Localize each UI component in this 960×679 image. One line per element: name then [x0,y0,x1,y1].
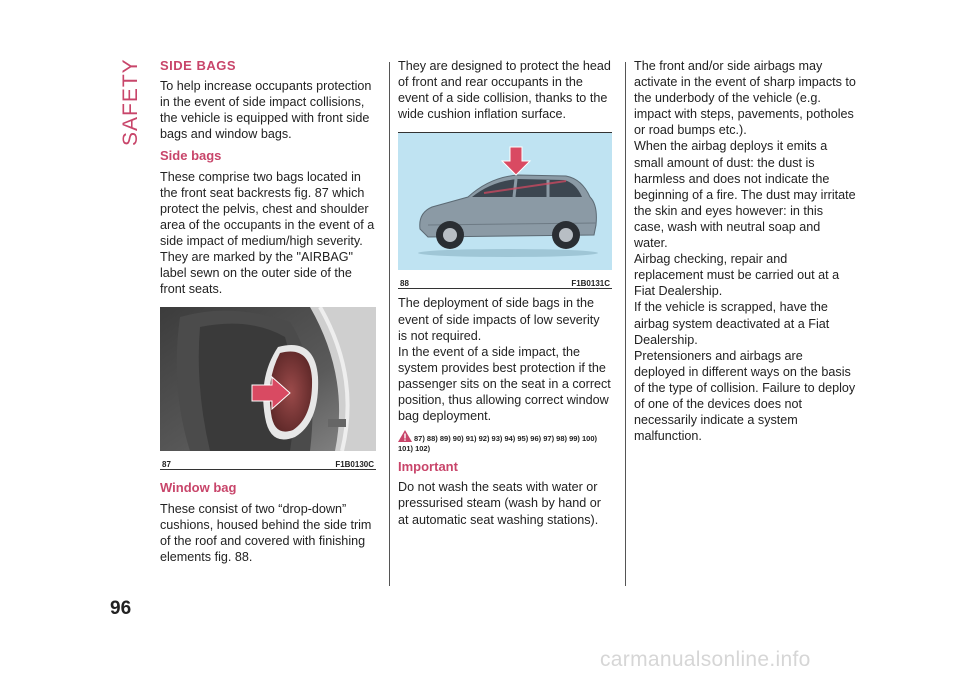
figure-87 [160,307,376,470]
column-3 [634,58,856,444]
warning-references [398,430,612,453]
page-number: 96 [110,598,132,619]
side-bags-title: Side bags [160,148,222,164]
window-bag-text: These consist of two “drop-down” cushions, housed behind the side trim of the roof and covered with finishing elements fig. 88. [160,501,372,564]
column-3-paragraph-4: If the vehicle is scrapped, have the airbag system deactivated at a Fiat Dealership. [634,300,830,347]
figure-87-code: F1B0130C [335,460,374,470]
warning-references-text: 87) 88) 89) 90) 91) 92) 93) 94) 95) 96) 97) 98) 99) 100) 101) 102) [398,434,598,454]
column-3-paragraph-3: Airbag checking, repair and replacement must be carried out at a Fiat Dealership. [634,252,840,299]
seat-sidebag-illustration [160,307,376,451]
column-divider-1 [389,62,390,586]
section-tab [117,58,142,148]
side-bags-text-2: They are marked by the "AIRBAG" label sewn on the outer side of the front seats. [160,250,354,297]
column-2-text-1: They are designed to protect the head of front and rear occupants in the event of a side collision, thanks to the wide cushion inflation surface. [398,59,611,122]
important-title: Important [398,459,458,475]
important-text: Do not wash the seats with water or pressurised steam (wash by hand or at automatic seat washing stations). [398,480,601,527]
figure-88-caption [398,274,612,288]
column-1 [160,58,376,565]
section-heading: SIDE BAGS [160,58,237,73]
column-2 [398,58,612,528]
figure-87-caption [160,455,376,469]
footer-watermark: carmanualsonline.info [600,648,811,671]
column-3-paragraph-1: The front and/or side airbags may activate in the event of sharp impacts to the underbody of the vehicle (e.g. impact with steps, pavements, potholes or road bumps etc.). [634,59,856,138]
warning-triangle-icon [398,430,412,444]
figure-88-code: F1B0131C [571,279,610,289]
section-tab-label: SAFETY [119,58,142,146]
figure-87-number: 87 [162,460,171,470]
column-divider-2 [625,62,626,586]
car-windowbag-illustration [398,133,612,270]
side-bags-text-1: These comprise two bags located in the front seat backrests fig. 87 which protect the pelvis, chest and shoulder area of the occupants in the event of a side impact of medium/high severity. [160,169,375,248]
column-2-text-3: In the event of a side impact, the system provides best protection if the passenger sits on the seat in a correct position, thus allowing correct window bag deployment. [398,344,611,424]
window-bag-title: Window bag [160,480,237,496]
intro-paragraph: To help increase occupants protection in the event of side impact collisions, the vehicle is equipped with front side bags and window bags. [160,79,372,142]
figure-88-number: 88 [400,279,409,289]
column-3-paragraph-5: Pretensioners and airbags are deployed in different ways on the basis of the type of collision. Failure to deploy of one of the devices does not necessarily indicate a system malfunction. [634,348,856,444]
column-2-text-2: The deployment of side bags in the event of side impacts of low severity is not required. [398,296,600,343]
figure-88 [398,132,612,289]
column-3-paragraph-2: When the airbag deploys it emits a small amount of dust: the dust is harmless and does not indicate the beginning of a fire. The dust may irritate the skin and eyes however: in this case, wash with neutral soap and water. [634,139,856,251]
